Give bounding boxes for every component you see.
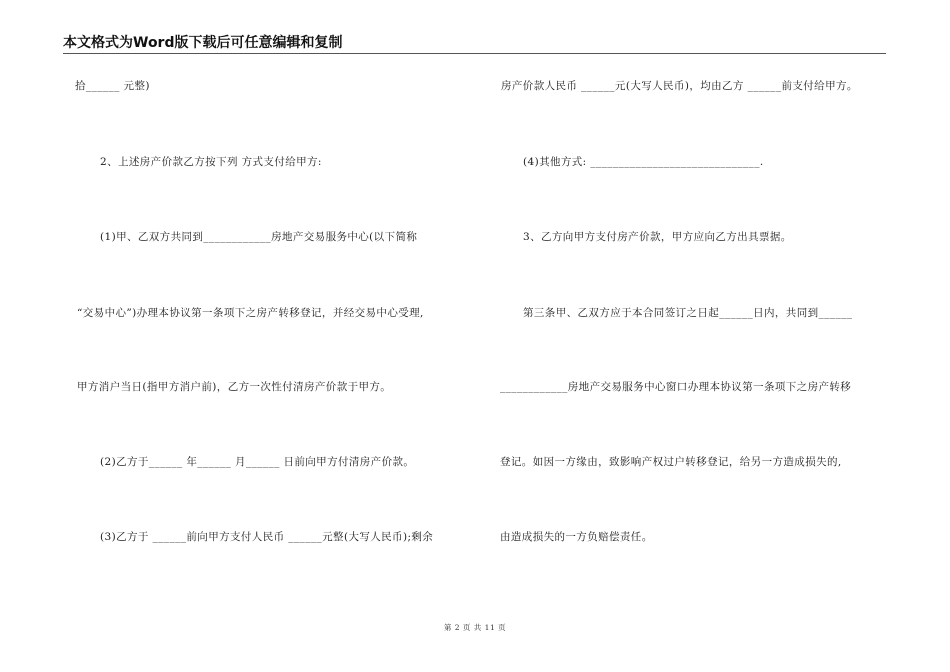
text-line: (4)其他方式: ______________________________.: [523, 156, 764, 168]
header-divider: [63, 53, 886, 54]
text-line: (2)乙方于______ 年______ 月______ 日前向甲方付清房产价款。: [100, 456, 415, 468]
text-line: “交易中心”)办理本协议第一条项下之房产转移登记，并经交易中心受理,: [77, 307, 424, 319]
text-line: 甲方消户当日(指甲方消户前)，乙方一次性付清房产价款于甲方。: [77, 381, 392, 393]
text-line: (1)甲、乙双方共同到____________房地产交易服务中心(以下简称: [100, 231, 418, 243]
header-title: 本文格式为Word版下载后可任意编辑和复制: [63, 35, 343, 51]
text-line: 登记。如因一方缘由，致影响产权过户转移登记，给另一方造成损失的,: [500, 456, 842, 468]
text-line: 拾______ 元整): [75, 80, 150, 92]
text-line: ____________房地产交易服务中心窗口办理本协议第一条项下之房产转移: [500, 381, 852, 393]
page-number: 第 2 页 共 11 页: [443, 623, 507, 632]
text-line: (3)乙方于 ______前向甲方支付人民币 ______元整(大写人民币);剩余: [100, 531, 434, 543]
text-line: 第三条甲、乙双方应于本合同签订之日起______日内，共同到______: [523, 307, 853, 319]
text-line: 由造成损失的一方负赔偿责任。: [500, 531, 653, 543]
text-line: 2、上述房产价款乙方按下列 方式支付给甲方:: [100, 156, 322, 168]
text-line: 3、乙方向甲方支付房产价款，甲方应向乙方出具票据。: [523, 231, 792, 243]
text-line: 房产价款人民币 ______元(大写人民币)，均由乙方 ______前支付给甲方。: [501, 80, 858, 92]
